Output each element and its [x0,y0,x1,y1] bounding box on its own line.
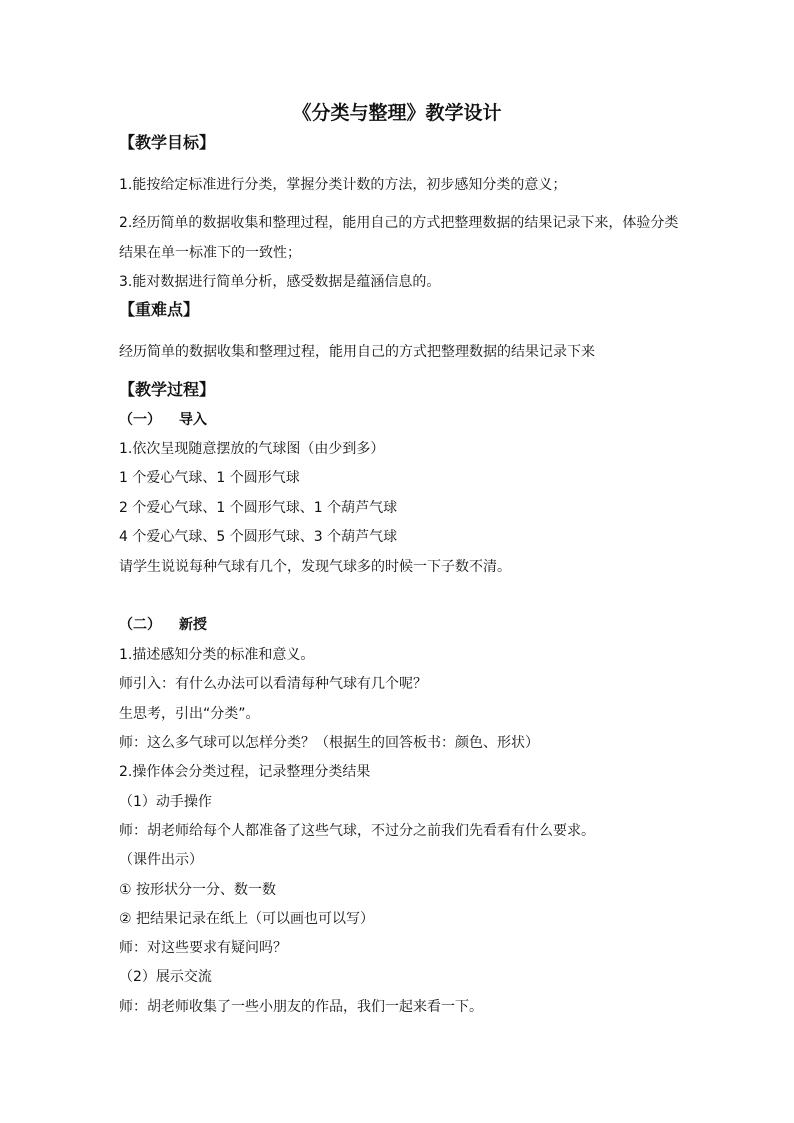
section-number: （一） [119,412,161,428]
paragraph-line: 1.依次呈现随意摆放的气球图（由少到多） [119,441,385,457]
paragraph-line: 1.描述感知分类的标准和意义。 [119,647,315,663]
section-heading-new-lesson [119,615,207,635]
paragraph-line: 师：胡老师收集了一些小朋友的作品，我们一起来看一下。 [119,999,483,1015]
paragraph-line: 师：这么多气球可以怎样分类？（根据生的回答板书：颜色、形状） [119,735,539,751]
paragraph-line: 师：胡老师给每个人都准备了这些气球，不过分之前我们先看看有什么要求。 [119,823,595,839]
paragraph-line: ② 把结果记录在纸上（可以画也可以写） [119,911,374,927]
section-name: 新授 [179,617,207,633]
section-heading-intro [119,410,207,430]
section-number: （二） [119,617,161,633]
objectives-heading: 【教学目标】 [119,133,216,152]
objective-item: 1.能按给定标准进行分类，掌握分类计数的方法，初步感知分类的意义； [119,177,567,193]
keypoints-heading: 【重难点】 [119,300,200,319]
process-heading: 【教学过程】 [119,380,216,399]
paragraph-line: 请学生说说每种气球有几个，发现气球多的时候一下子数不清。 [119,559,511,575]
paragraph-line: ① 按形状分一分、数一数 [119,882,277,898]
paragraph-line: （2）展示交流 [119,969,212,985]
paragraph-line: （课件出示） [119,852,203,868]
paragraph-line: 2 个爱心气球、1 个圆形气球、1 个葫芦气球 [119,500,398,516]
objective-item: 2.经历简单的数据收集和整理过程，能用自己的方式把整理数据的结果记录下来，体验分类 [119,215,679,231]
document-title: 《分类与整理》教学设计 [292,102,502,124]
paragraph-line: 师：对这些要求有疑问吗？ [119,940,287,956]
keypoints-text: 经历简单的数据收集和整理过程，能用自己的方式把整理数据的结果记录下来 [119,344,595,360]
paragraph-line: 生思考，引出“分类”。 [119,706,260,722]
paragraph-line: （1）动手操作 [119,794,212,810]
paragraph-line: 1 个爱心气球、1 个圆形气球 [119,470,300,486]
paragraph-line: 2.操作体会分类过程，记录整理分类结果 [119,764,371,780]
paragraph-line: 师引入：有什么办法可以看清每种气球有几个呢？ [119,676,427,692]
objective-item-continuation: 结果在单一标准下的一致性； [119,245,301,261]
section-name: 导入 [179,412,207,428]
objective-item: 3.能对数据进行简单分析，感受数据是蕴涵信息的。 [119,274,441,290]
paragraph-line: 4 个爱心气球、5 个圆形气球、3 个葫芦气球 [119,529,398,545]
